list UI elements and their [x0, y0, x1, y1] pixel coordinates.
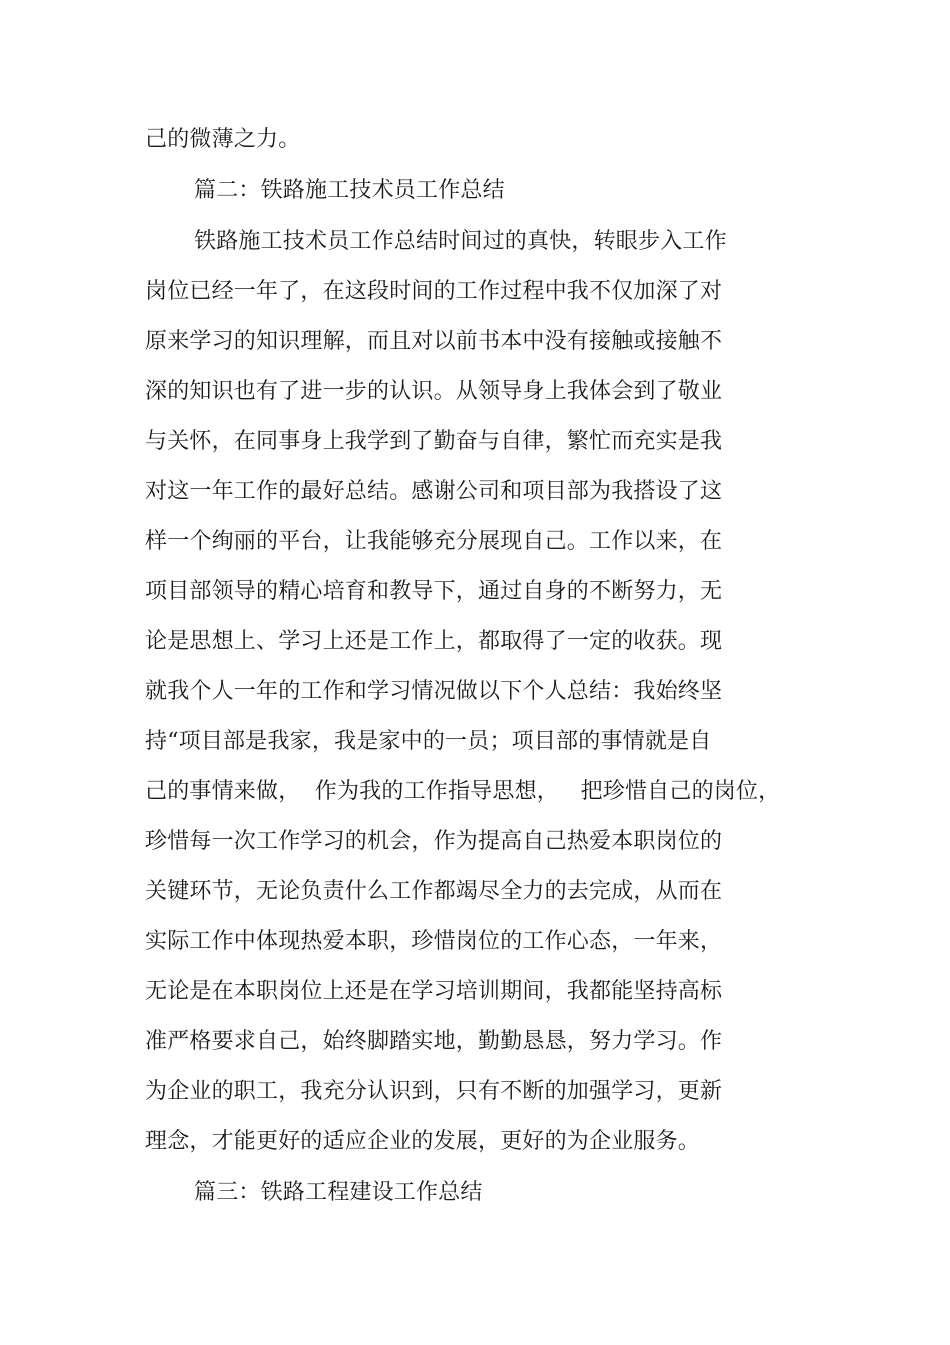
text-line: 准严格要求自己，始终脚踏实地，勤勤恳恳，努力学习。作 — [145, 1029, 723, 1054]
text-line: 理念，才能更好的适应企业的发展，更好的为企业服务。 — [145, 1129, 701, 1154]
section-heading: 篇三：铁路工程建设工作总结 — [194, 1180, 483, 1205]
text-line: 样一个绚丽的平台，让我能够充分展现自己。工作以来，在 — [145, 529, 723, 554]
paragraph-first-line: 铁路施工技术员工作总结时间过的真快，转眼步入工作 — [194, 229, 727, 254]
section-heading: 篇二：铁路施工技术员工作总结 — [194, 178, 505, 203]
text-line: 与关怀，在同事身上我学到了勤奋与自律，繁忙而充实是我 — [145, 429, 723, 454]
text-line: 实际工作中体现热爱本职，珍惜岗位的工作心态，一年来， — [145, 929, 723, 954]
text-line: 岗位已经一年了，在这段时间的工作过程中我不仅加深了对 — [145, 279, 723, 304]
text-line: 持“项目部是我家，我是家中的一员；项目部的事情就是自 — [145, 729, 712, 754]
text-line: 论是思想上、学习上还是工作上，都取得了一定的收获。现 — [145, 629, 723, 654]
text-line: 项目部领导的精心培育和教导下，通过自身的不断努力，无 — [145, 579, 723, 604]
text-line: 无论是在本职岗位上还是在学习培训期间，我都能坚持高标 — [145, 979, 723, 1004]
text-line: 原来学习的知识理解，而且对以前书本中没有接触或接触不 — [145, 329, 723, 354]
text-line: 珍惜每一次工作学习的机会，作为提高自己热爱本职岗位的 — [145, 829, 723, 854]
text-line: 深的知识也有了进一步的认识。从领导身上我体会到了敬业 — [145, 379, 723, 404]
text-line: 对这一年工作的最好总结。感谢公司和项目部为我搭设了这 — [145, 479, 723, 504]
text-line: 关键环节，无论负责什么工作都竭尽全力的去完成，从而在 — [145, 879, 723, 904]
text-line: 就我个人一年的工作和学习情况做以下个人总结：我始终坚 — [145, 679, 723, 704]
text-line: 己的微薄之力。 — [145, 127, 301, 152]
text-line: 为企业的职工，我充分认识到，只有不断的加强学习，更新 — [145, 1079, 723, 1104]
text-line: 己的事情来做， 作为我的工作指导思想， 把珍惜自己的岗位， — [145, 779, 781, 804]
